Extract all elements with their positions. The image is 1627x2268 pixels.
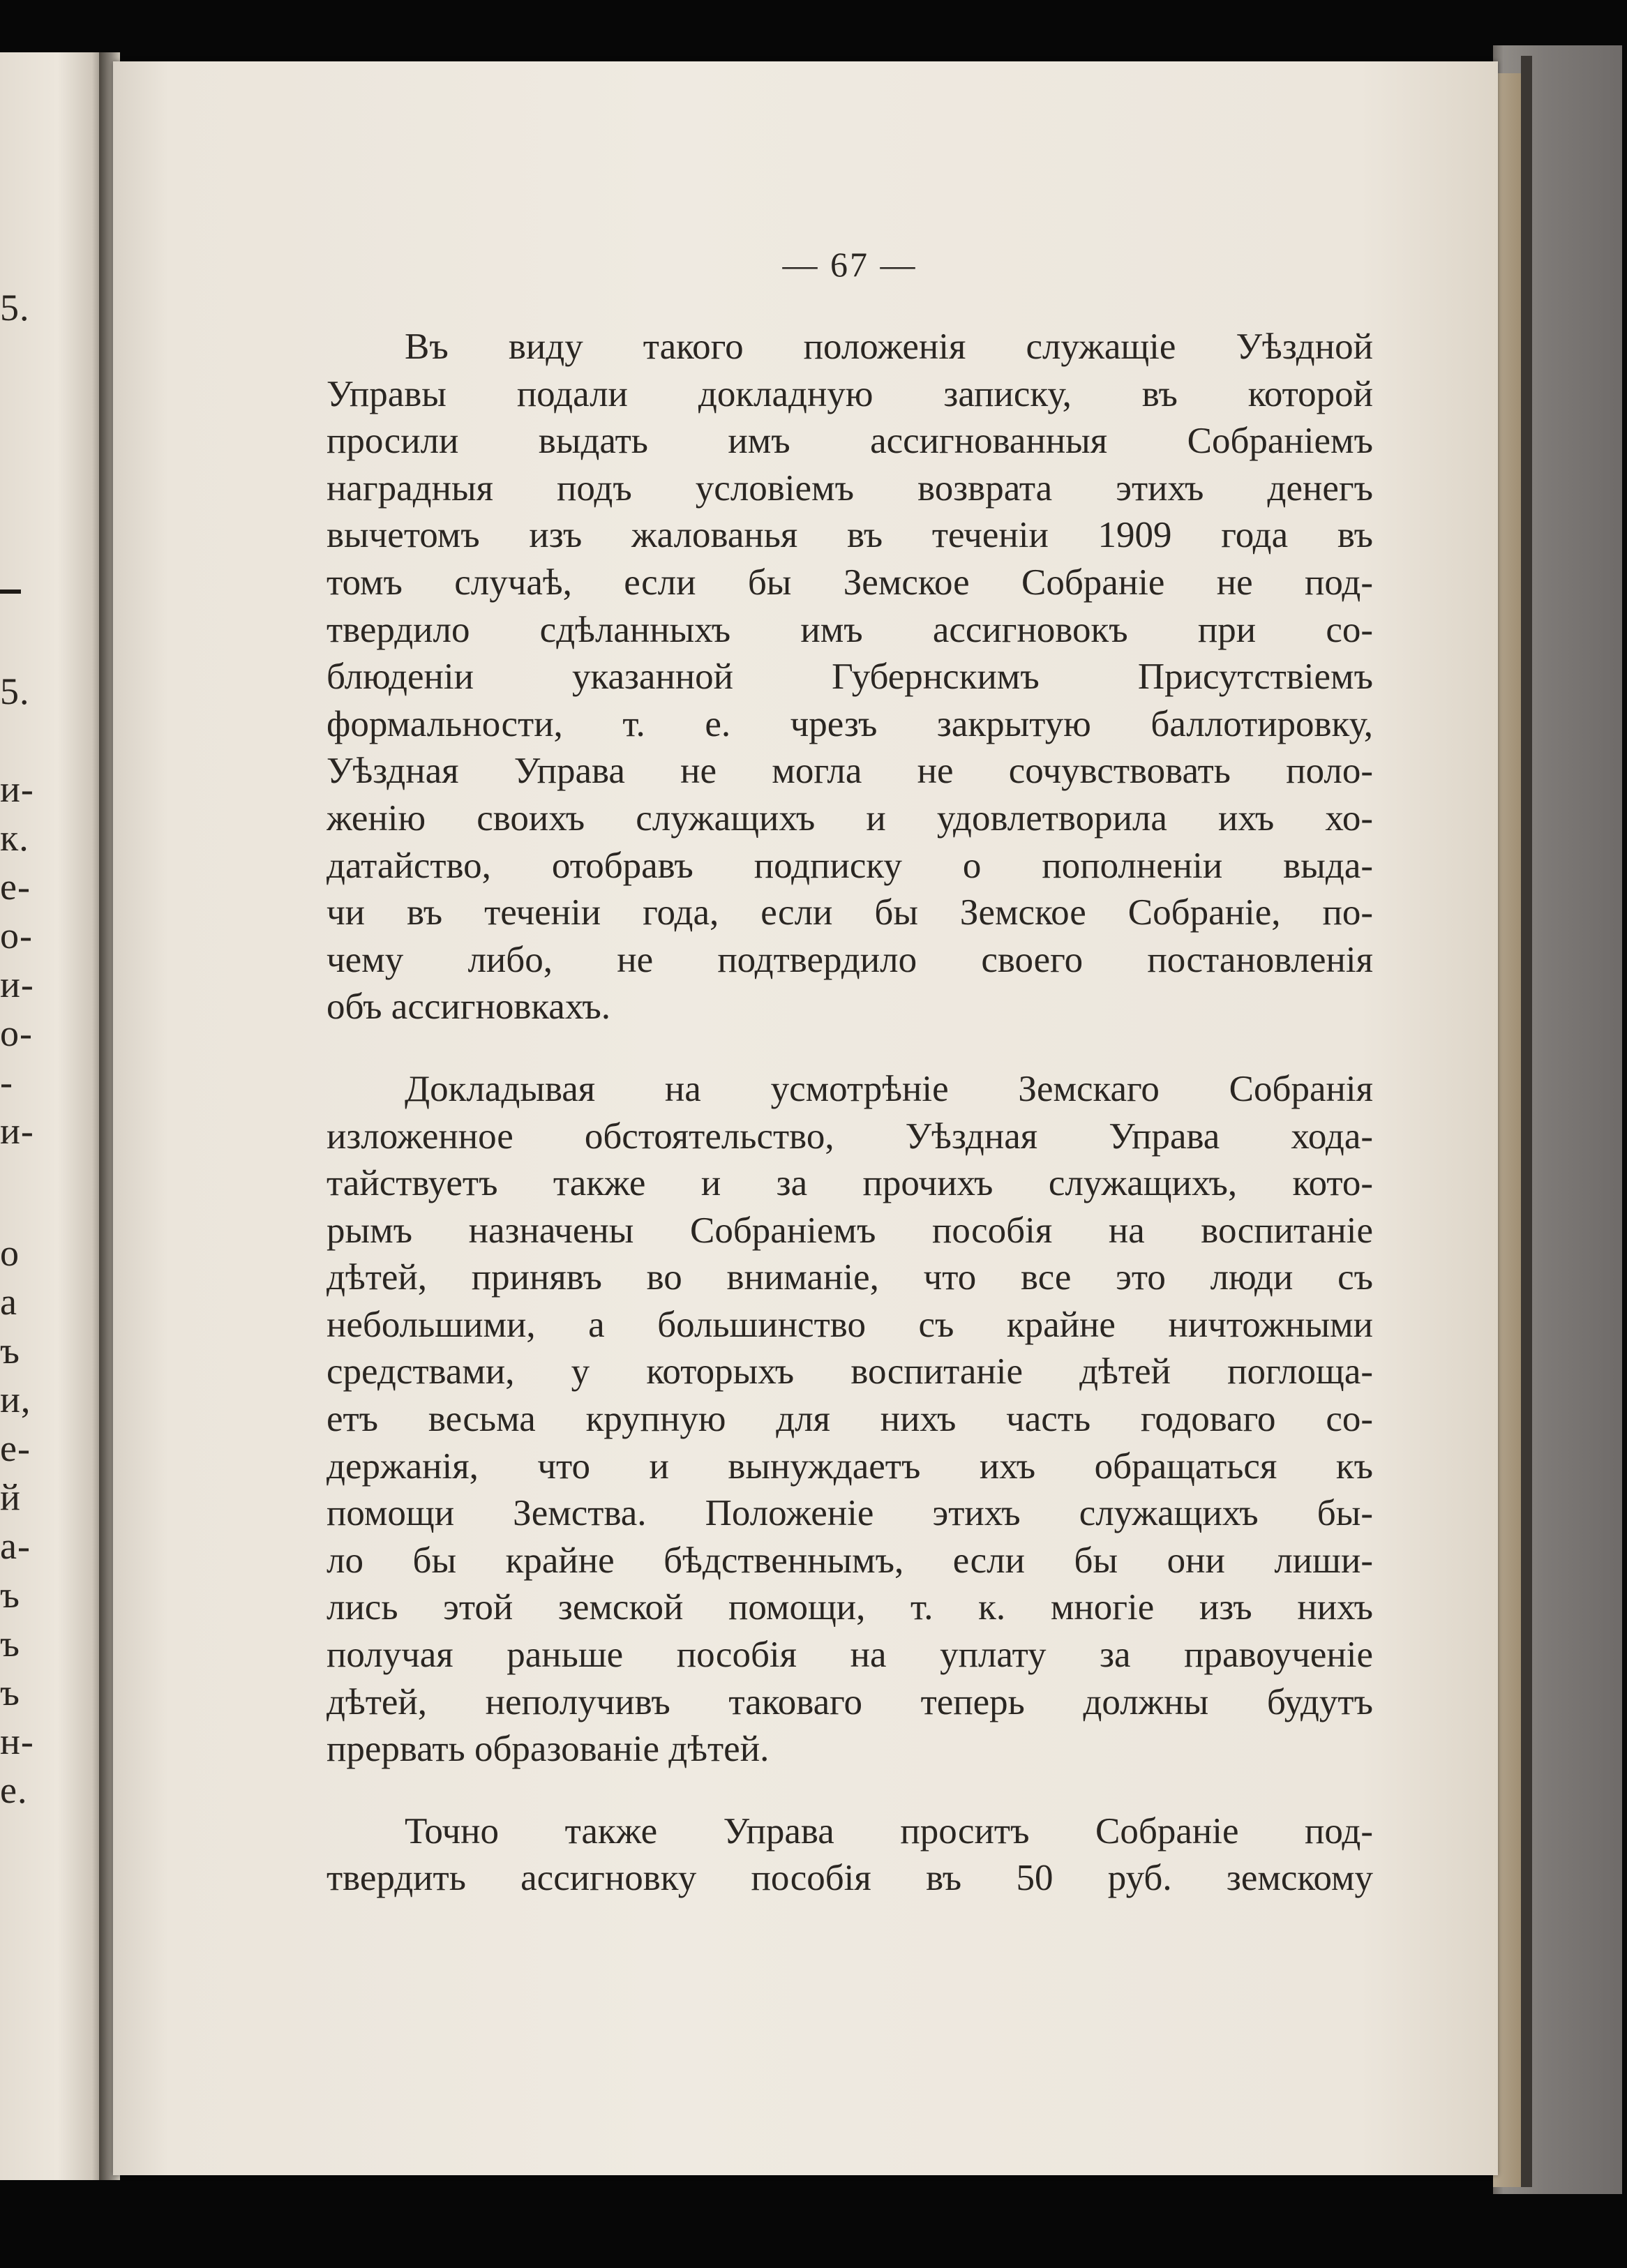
text-line: Управы подали докладную записку, въ которой: [327, 373, 1373, 414]
previous-page-fragment: е-: [0, 1427, 31, 1469]
previous-page-fragment: о-: [0, 1012, 33, 1054]
text-line: средствами, у которыхъ воспитаніе дѣтей поглоща-: [327, 1351, 1373, 1392]
text-line: наградныя подъ условіемъ возврата этихъ денегъ: [327, 467, 1373, 509]
previous-page-fragment: е.: [0, 1769, 28, 1811]
text-line: держанія, что и вынуждаетъ ихъ обращаться къ: [327, 1445, 1373, 1487]
body-text: [327, 324, 1373, 1902]
text-line: томъ случаѣ, если бы Земское Собраніе не под-: [327, 562, 1373, 603]
previous-page-fragment: а: [0, 1281, 17, 1323]
previous-page-fragment: о: [0, 1232, 20, 1274]
text-line: вычетомъ изъ жалованья въ теченіи 1909 года въ: [327, 515, 1373, 556]
text-line: объ ассигновкахъ.: [327, 986, 610, 1028]
text-line: Точно также Управа проситъ Собраніе под-: [405, 1810, 1373, 1852]
page: [113, 61, 1498, 2175]
text-line: дѣтей, принявъ во вниманіе, что все это люди съ: [327, 1257, 1373, 1298]
text-line: чи въ теченіи года, если бы Земское Собраніе, по-: [327, 892, 1373, 933]
previous-page-fragment: ъ: [0, 1330, 20, 1372]
text-line: твердило сдѣланныхъ имъ ассигновокъ при со-: [327, 609, 1373, 650]
text-line: твердить ассигновку пособія въ 50 руб. земскому: [327, 1858, 1373, 1899]
paragraph-gap: [327, 1773, 1373, 1808]
text-line: дѣтей, неполучивъ таковаго теперь должны будутъ: [327, 1681, 1373, 1722]
previous-page-fragment: и-: [0, 768, 34, 810]
paragraph: [327, 324, 1373, 1031]
text-line: етъ весьма крупную для нихъ часть годоваго со-: [327, 1399, 1373, 1440]
text-line: помощи Земства. Положеніе этихъ служащихъ бы-: [327, 1493, 1373, 1534]
text-line: блюденіи указанной Губернскимъ Присутствіемъ: [327, 656, 1373, 698]
text-line: получая раньше пособія на уплату за правоученіе: [327, 1635, 1373, 1676]
previous-page-fragment: -: [0, 1061, 13, 1103]
page-number: — 67 —: [782, 245, 917, 284]
text-line: чему либо, не подтвердило своего постановленія: [327, 939, 1373, 980]
text-line: небольшими, а большинство съ крайне ничтожными: [327, 1304, 1373, 1345]
text-line: женію своихъ служащихъ и удовлетворила ихъ хо-: [327, 797, 1373, 839]
previous-page-fragment: 5.: [0, 670, 30, 712]
previous-page-fragment: й: [0, 1476, 21, 1518]
text-line: ло бы крайне бѣдственнымъ, если бы они лиши-: [327, 1540, 1373, 1581]
paragraph: [327, 1066, 1373, 1773]
paragraph-gap: [327, 1031, 1373, 1066]
previous-page-fragment: е-: [0, 866, 31, 908]
previous-page-fragment: и,: [0, 1379, 31, 1420]
previous-page-fragment: 5.: [0, 287, 30, 329]
previous-page-fragment: и-: [0, 963, 34, 1005]
previous-page-fragment: н-: [0, 1720, 34, 1762]
previous-page-fragment: а-: [0, 1525, 31, 1567]
text-line: лись этой земской помощи, т. к. многіе изъ нихъ: [327, 1587, 1373, 1628]
text-line: датайство, отобравъ подписку о пополненіи выда-: [327, 845, 1373, 886]
text-line: Уѣздная Управа не могла не сочувствовать поло-: [327, 751, 1373, 792]
text-line: просили выдать имъ ассигнованныя Собраніемъ: [327, 421, 1373, 462]
text-line: Въ виду такого положенія служащіе Уѣздной: [405, 326, 1373, 367]
text-line: прервать образованіе дѣтей.: [327, 1729, 770, 1770]
previous-page-edge: [0, 52, 105, 2180]
text-line: рымъ назначены Собраніемъ пособія на воспитаніе: [327, 1210, 1373, 1251]
previous-page-fragment: к.: [0, 817, 29, 859]
previous-page-fragment: о-: [0, 915, 33, 956]
text-line: тайствуетъ также и за прочихъ служащихъ, кото-: [327, 1163, 1373, 1204]
cover-binding-shadow: [1521, 56, 1532, 2187]
paragraph: [327, 1808, 1373, 1902]
previous-page-text-fragments: [0, 52, 105, 2180]
previous-page-fragment: и-: [0, 1110, 34, 1152]
text-line: формальности, т. е. чрезъ закрытую баллотировку,: [327, 703, 1373, 744]
previous-page-fragment: ъ: [0, 1672, 20, 1713]
previous-page-fragment: ъ: [0, 1574, 20, 1616]
text-line: изложенное обстоятельство, Уѣздная Управа хода-: [327, 1116, 1373, 1157]
text-line: Докладывая на усмотрѣніе Земскаго Собранія: [405, 1068, 1373, 1109]
previous-page-fragment: ъ: [0, 1623, 20, 1665]
